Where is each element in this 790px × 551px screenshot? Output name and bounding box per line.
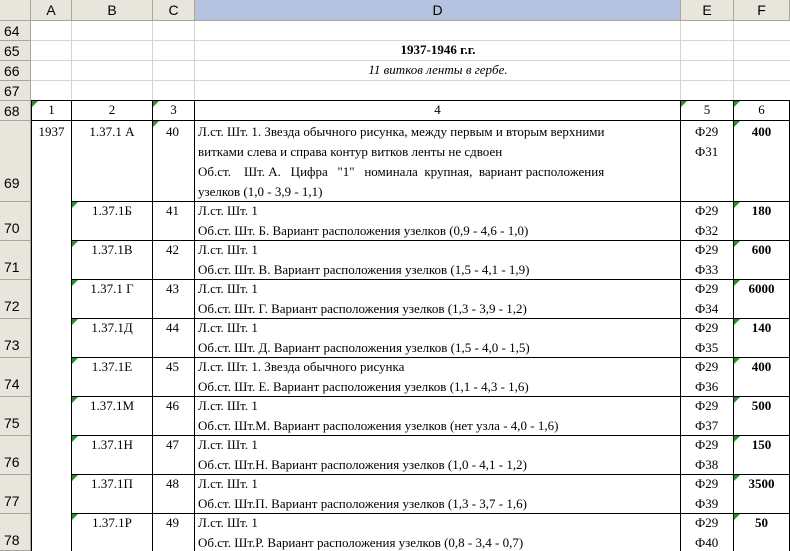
description-line[interactable]: Л.ст. Шт. 1 xyxy=(198,320,258,335)
column-header-f[interactable]: F xyxy=(734,0,790,21)
select-all-corner[interactable] xyxy=(0,0,31,21)
row-header-68[interactable]: 68 xyxy=(0,101,31,121)
price[interactable]: 400 xyxy=(751,124,772,139)
reference-1[interactable]: Ф29 xyxy=(695,281,719,296)
comment-marker-icon[interactable] xyxy=(32,101,38,107)
catalog-code[interactable]: 1.37.1П xyxy=(91,476,133,491)
catalog-code[interactable]: 1.37.1Б xyxy=(92,203,132,218)
row-header-72[interactable]: 72 xyxy=(0,280,31,319)
catalog-number[interactable]: 43 xyxy=(166,281,179,296)
description-line[interactable]: Л.ст. Шт. 1 xyxy=(198,515,258,530)
table-border xyxy=(194,100,195,551)
comment-marker-icon[interactable] xyxy=(153,101,159,107)
catalog-number[interactable]: 48 xyxy=(166,476,179,491)
gridline xyxy=(71,21,72,101)
description-line: Об.ст. Шт. А. Цифра "1" номинала крупная, вариант расположения xyxy=(198,164,605,179)
reference-2: Ф31 xyxy=(695,144,719,159)
table-border xyxy=(31,100,790,101)
reference-1[interactable]: Ф29 xyxy=(695,320,719,335)
description-line: Об.ст. Шт. В. Вариант расположения узелков (1,5 - 4,1 - 1,9) xyxy=(198,262,530,277)
table-border xyxy=(72,279,790,280)
reference-1[interactable]: Ф29 xyxy=(695,515,719,530)
table-header-cell: 5 xyxy=(703,102,711,117)
description-line[interactable]: Л.ст. Шт. 1. Звезда обычного рисунка, между первым и вторым верхними xyxy=(198,124,605,139)
catalog-code[interactable]: 1.37.1Р xyxy=(92,515,132,530)
description-line: Об.ст. Шт.М. Вариант расположения узелков (нет узла - 4,0 - 1,6) xyxy=(198,418,559,433)
description-line[interactable]: Л.ст. Шт. 1 xyxy=(198,476,258,491)
reference-2: Ф37 xyxy=(695,418,719,433)
table-border xyxy=(72,435,790,436)
row-header-69[interactable]: 69 xyxy=(0,121,31,202)
description-line: витками слева и справа контур витков ленты не сдвоен xyxy=(198,144,503,159)
price[interactable]: 500 xyxy=(751,398,772,413)
row-header-65[interactable]: 65 xyxy=(0,41,31,61)
price[interactable]: 150 xyxy=(751,437,772,452)
reference-1[interactable]: Ф29 xyxy=(695,437,719,452)
column-header-d[interactable]: D xyxy=(195,0,681,21)
column-header-e[interactable]: E xyxy=(681,0,734,21)
reference-1[interactable]: Ф29 xyxy=(695,359,719,374)
column-header-a[interactable]: A xyxy=(31,0,72,21)
table-border xyxy=(72,318,790,319)
table-border xyxy=(72,396,790,397)
description-line[interactable]: Л.ст. Шт. 1 xyxy=(198,437,258,452)
table-border xyxy=(72,474,790,475)
price[interactable]: 600 xyxy=(751,242,772,257)
catalog-code[interactable]: 1.37.1М xyxy=(89,398,135,413)
row-header-77[interactable]: 77 xyxy=(0,475,31,514)
reference-1[interactable]: Ф29 xyxy=(695,242,719,257)
catalog-code[interactable]: 1.37.1Е xyxy=(91,359,133,374)
comment-marker-icon[interactable] xyxy=(153,121,159,127)
table-header-cell: 1 xyxy=(48,102,55,117)
description-line[interactable]: Л.ст. Шт. 1 xyxy=(198,281,258,296)
description-line[interactable]: Л.ст. Шт. 1. Звезда обычного рисунка xyxy=(198,359,405,374)
table-header-cell: 6 xyxy=(758,102,765,117)
table-border xyxy=(152,100,153,551)
description-line: Об.ст. Шт. Д. Вариант расположения узелков (1,5 - 4,0 - 1,5) xyxy=(198,340,530,355)
comment-marker-icon[interactable] xyxy=(734,101,740,107)
row-header-75[interactable]: 75 xyxy=(0,397,31,436)
description-line[interactable]: Л.ст. Шт. 1 xyxy=(198,398,258,413)
catalog-number[interactable]: 46 xyxy=(166,398,179,413)
description-line[interactable]: Л.ст. Шт. 1 xyxy=(198,242,258,257)
reference-1[interactable]: Ф29 xyxy=(695,203,719,218)
catalog-code[interactable]: 1.37.1В xyxy=(91,242,133,257)
reference-2: Ф34 xyxy=(695,301,719,316)
table-border xyxy=(72,357,790,358)
description-line: Об.ст. Шт. Б. Вариант расположения узелков (0,9 - 4,6 - 1,0) xyxy=(198,223,529,238)
price[interactable]: 3500 xyxy=(748,476,775,491)
table-header-cell: 4 xyxy=(434,102,441,117)
gridline xyxy=(680,21,681,101)
description-line: Об.ст. Шт.П. Вариант расположения узелков (1,3 - 3,7 - 1,6) xyxy=(198,496,527,511)
table-header-cell: 3 xyxy=(170,102,177,117)
catalog-number[interactable]: 42 xyxy=(166,242,179,257)
column-header-c[interactable]: C xyxy=(153,0,195,21)
table-border xyxy=(72,513,790,514)
row-header-67[interactable]: 67 xyxy=(0,81,31,101)
table-title: 1937-1946 г.г. xyxy=(400,42,476,57)
row-header-71[interactable]: 71 xyxy=(0,241,31,280)
reference-2: Ф39 xyxy=(695,496,719,511)
description-line[interactable]: Л.ст. Шт. 1 xyxy=(198,203,258,218)
row-header-74[interactable]: 74 xyxy=(0,358,31,397)
table-subtitle: 11 витков ленты в гербе. xyxy=(368,62,508,77)
gridline xyxy=(152,21,153,101)
reference-2: Ф33 xyxy=(695,262,719,277)
table-border xyxy=(31,100,32,551)
gridline xyxy=(194,21,195,101)
reference-1[interactable]: Ф29 xyxy=(695,476,719,491)
comment-marker-icon[interactable] xyxy=(681,101,687,107)
row-header-76[interactable]: 76 xyxy=(0,436,31,475)
table-border xyxy=(31,120,790,121)
reference-2: Ф35 xyxy=(695,340,719,355)
catalog-number[interactable]: 45 xyxy=(166,359,179,374)
catalog-code[interactable]: 1.37.1 Г xyxy=(90,281,134,296)
row-header-70[interactable]: 70 xyxy=(0,202,31,241)
price[interactable]: 140 xyxy=(751,320,772,335)
row-header-64[interactable]: 64 xyxy=(0,21,31,41)
reference-1[interactable]: Ф29 xyxy=(695,398,719,413)
catalog-code[interactable]: 1.37.1 А xyxy=(89,124,135,139)
table-header-cell: 2 xyxy=(108,102,116,117)
price[interactable]: 400 xyxy=(751,359,772,374)
catalog-number[interactable]: 47 xyxy=(166,437,179,452)
gridline xyxy=(733,21,734,101)
reference-2: Ф38 xyxy=(695,457,719,472)
year-cell[interactable]: 1937 xyxy=(38,124,65,139)
catalog-number[interactable]: 44 xyxy=(166,320,179,335)
gridline xyxy=(31,80,790,81)
row-header-73[interactable]: 73 xyxy=(0,319,31,358)
row-header-66[interactable]: 66 xyxy=(0,61,31,81)
column-header-b[interactable]: B xyxy=(72,0,153,21)
description-line: Об.ст. Шт. Г. Вариант расположения узелков (1,3 - 3,9 - 1,2) xyxy=(198,301,527,316)
catalog-code[interactable]: 1.37.1Д xyxy=(91,320,133,335)
table-border xyxy=(680,100,681,551)
catalog-code[interactable]: 1.37.1Н xyxy=(91,437,133,452)
reference-2: Ф36 xyxy=(695,379,719,394)
price[interactable]: 50 xyxy=(755,515,768,530)
price[interactable]: 6000 xyxy=(748,281,775,296)
description-line: Об.ст. Шт.Р. Вариант расположения узелков (0,8 - 3,4 - 0,7) xyxy=(198,535,524,550)
reference-2: Ф32 xyxy=(695,223,719,238)
gridline xyxy=(31,40,790,41)
description-line: узелков (1,0 - 3,9 - 1,1) xyxy=(198,184,323,199)
table-border xyxy=(72,240,790,241)
description-line: Об.ст. Шт. Е. Вариант расположения узелков (1,1 - 4,3 - 1,6) xyxy=(198,379,529,394)
catalog-number[interactable]: 40 xyxy=(166,124,179,139)
gridline xyxy=(31,60,790,61)
reference-1[interactable]: Ф29 xyxy=(695,124,719,139)
table-border xyxy=(72,201,790,202)
catalog-number[interactable]: 41 xyxy=(166,203,179,218)
reference-2: Ф40 xyxy=(695,535,719,550)
description-line: Об.ст. Шт.Н. Вариант расположения узелков (1,0 - 4,1 - 1,2) xyxy=(198,457,527,472)
catalog-number[interactable]: 49 xyxy=(166,515,179,530)
price[interactable]: 180 xyxy=(751,203,772,218)
row-header-78[interactable]: 78 xyxy=(0,514,31,551)
